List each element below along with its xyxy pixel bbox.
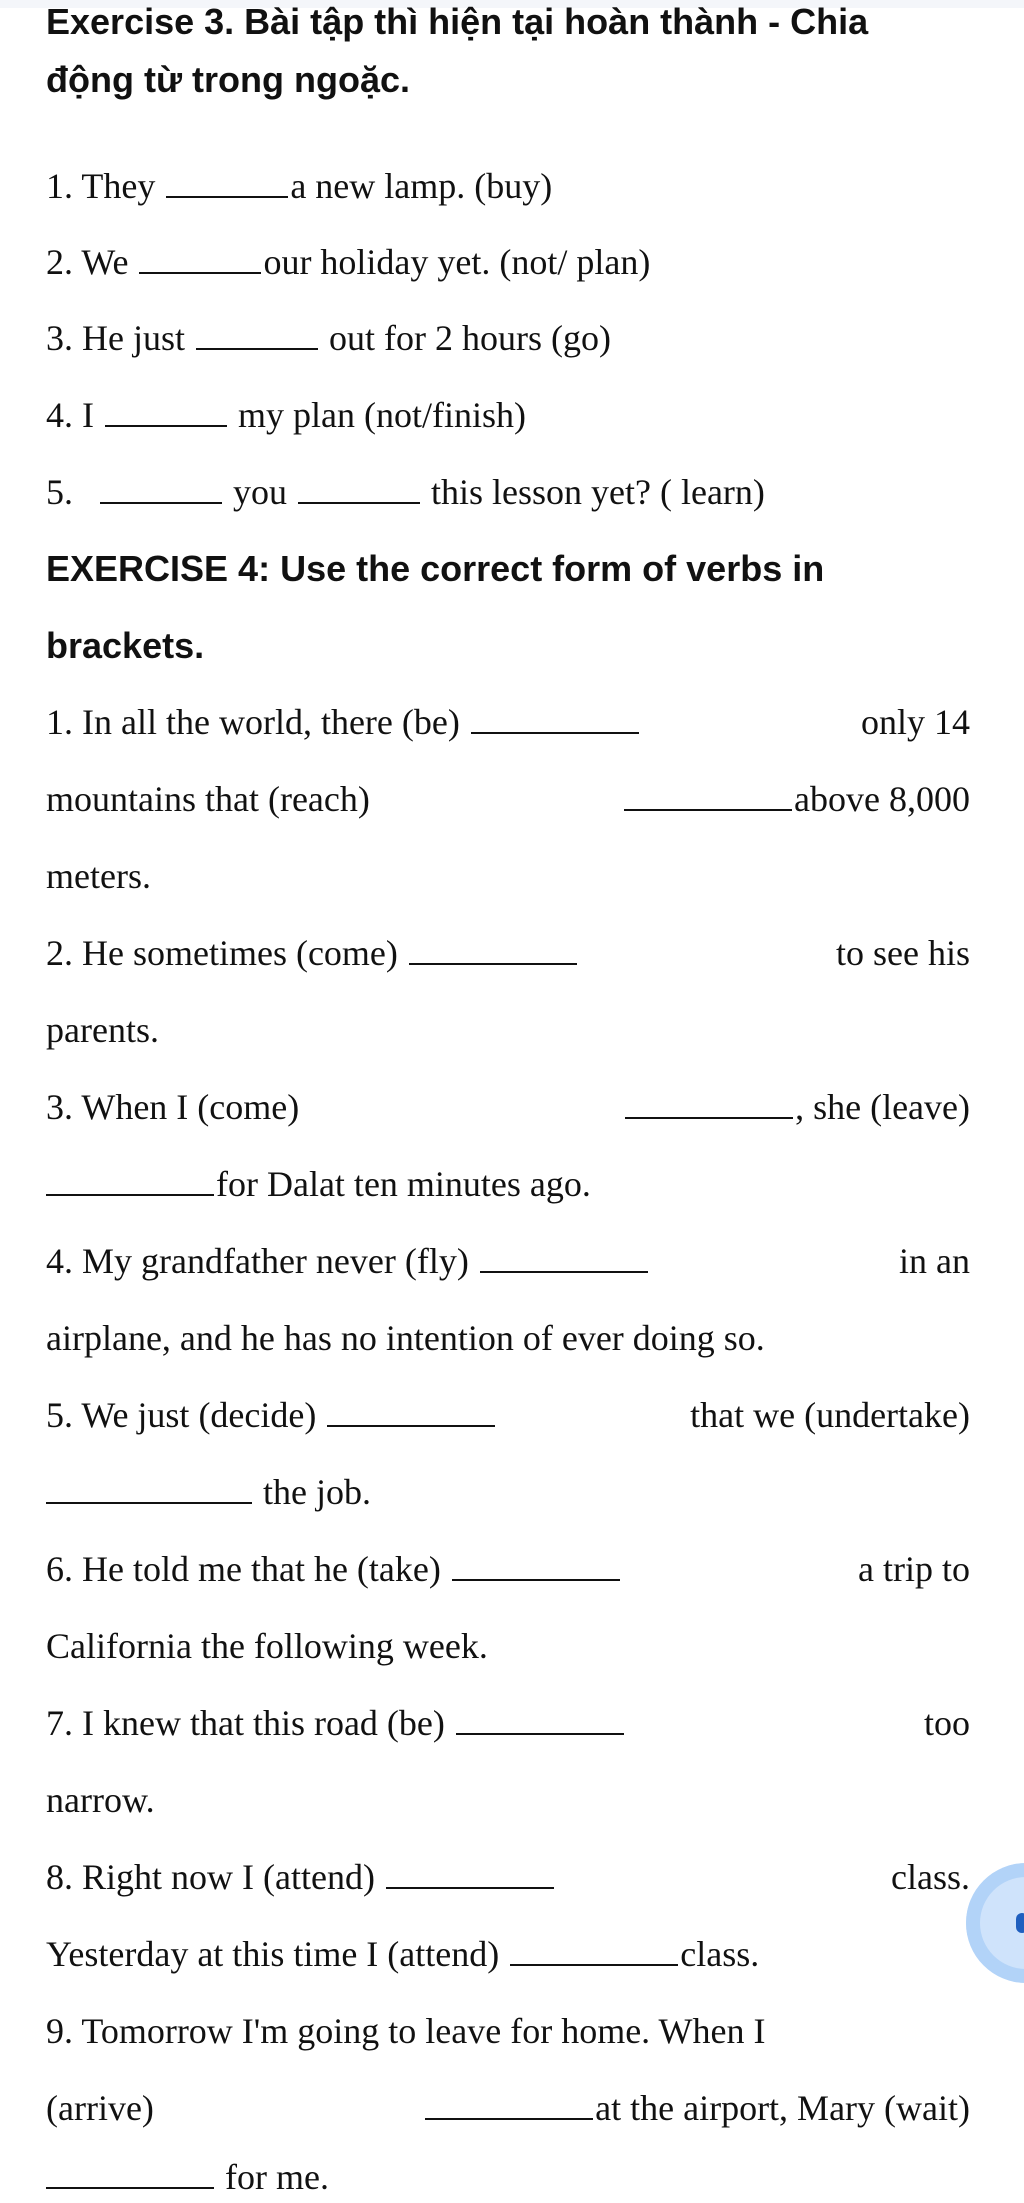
ex4-q4-line-2 [46, 1316, 970, 1360]
q-text: in an [899, 1241, 970, 1281]
answer-blank[interactable] [624, 779, 792, 811]
q-text: a new lamp. (buy) [290, 166, 553, 206]
exercise-4-title-line-2 [46, 624, 970, 668]
exercise-3-title-line-1 [46, 0, 970, 44]
answer-blank[interactable] [480, 1241, 648, 1273]
q-text: 2. He sometimes (come) [46, 933, 398, 973]
q-text: at the airport, Mary (wait) [595, 2088, 970, 2128]
ex3-question-4 [46, 393, 970, 437]
q-text: out for 2 hours (go) [329, 318, 611, 358]
q-text: too [923, 1703, 970, 1743]
ex4-q2-line-2 [46, 1008, 970, 1052]
q-text: Yesterday at this time I (attend) [46, 1934, 500, 1974]
answer-blank[interactable] [100, 472, 222, 504]
ex4-q5-line-1 [46, 1393, 970, 1437]
q-text: 5. We just (decide) [46, 1395, 317, 1435]
q-text: 1. In all the world, there (be) [46, 702, 460, 742]
q-text: above 8,000 [794, 779, 970, 819]
ex4-q8-line-1 [46, 1855, 970, 1899]
answer-blank[interactable] [46, 2157, 214, 2189]
assist-icon [1016, 1913, 1024, 1933]
ex3-question-3 [46, 316, 970, 360]
ex4-q4-line-1 [46, 1239, 970, 1283]
q-text: the job. [263, 1472, 371, 1512]
ex4-q5-line-2 [46, 1470, 970, 1514]
ex4-q1-line-1 [46, 700, 970, 744]
ex4-q3-line-2 [46, 1162, 970, 1206]
answer-blank[interactable] [196, 318, 318, 350]
answer-blank[interactable] [139, 242, 261, 274]
ex4-q6-line-2 [46, 1624, 970, 1668]
q-text: 7. I knew that this road (be) [46, 1703, 445, 1743]
q-text: California the following week. [46, 1626, 488, 1666]
q-text: meters. [46, 856, 151, 896]
q-text: 4. My grandfather never (fly) [46, 1241, 469, 1281]
exercise-3-title-line-2 [46, 58, 970, 102]
q-text: 3. He just [46, 318, 185, 358]
ex4-q9-line-1 [46, 2009, 970, 2053]
q-text: parents. [46, 1010, 159, 1050]
q-text: to see his [836, 933, 970, 973]
q-text: for Dalat ten minutes ago. [216, 1164, 591, 1204]
answer-blank[interactable] [625, 1087, 793, 1119]
q-text: narrow. [46, 1780, 155, 1820]
q-text: 9. Tomorrow I'm going to leave for home. When I [46, 2011, 766, 2051]
ex3-question-2 [46, 240, 970, 284]
answer-blank[interactable] [327, 1395, 495, 1427]
answer-blank[interactable] [298, 472, 420, 504]
exercise-4-title-line-1 [46, 547, 970, 591]
answer-blank[interactable] [510, 1934, 678, 1966]
ex3-question-1 [46, 164, 970, 208]
q-text: a trip to [858, 1549, 970, 1589]
ex4-q2-line-1 [46, 931, 970, 975]
q-text: , she (leave) [795, 1087, 970, 1127]
answer-blank[interactable] [166, 166, 288, 198]
q-text: 6. He told me that he (take) [46, 1549, 441, 1589]
q-text: 5. [46, 472, 73, 512]
answer-blank[interactable] [471, 702, 639, 734]
ex4-q1-line-2 [46, 777, 970, 821]
answer-blank[interactable] [105, 395, 227, 427]
ex4-q9-line-3 [46, 2155, 970, 2199]
answer-blank[interactable] [425, 2088, 593, 2120]
ex3-question-5 [46, 470, 970, 514]
answer-blank[interactable] [456, 1703, 624, 1735]
answer-blank[interactable] [46, 1164, 214, 1196]
exercise-3-title-text-2: động từ trong ngoặc. [46, 59, 411, 100]
q-text: class. [891, 1857, 970, 1897]
q-text: for me. [225, 2157, 329, 2197]
exercise-4-title-text-2: brackets. [46, 625, 205, 666]
answer-blank[interactable] [46, 1472, 252, 1504]
q-text: only 14 [860, 702, 970, 742]
ex4-q6-line-1 [46, 1547, 970, 1591]
q-text: 4. I [46, 395, 94, 435]
q-text: (arrive) [46, 2088, 154, 2128]
q-text: you [233, 472, 287, 512]
q-text: 8. Right now I (attend) [46, 1857, 375, 1897]
ex4-q7-line-1 [46, 1701, 970, 1745]
ex4-q7-line-2 [46, 1778, 970, 1822]
ex4-q9-line-2 [46, 2086, 970, 2130]
q-text: mountains that (reach) [46, 779, 370, 819]
q-text: 1. They [46, 166, 156, 206]
q-text: that we (undertake) [690, 1395, 970, 1435]
ex4-q8-line-2 [46, 1932, 970, 1976]
q-text: my plan (not/finish) [238, 395, 526, 435]
q-text: this lesson yet? ( learn) [431, 472, 765, 512]
q-text: class. [680, 1934, 760, 1974]
exercise-4-title-text: EXERCISE 4: Use the correct form of verbs in [46, 548, 825, 589]
answer-blank[interactable] [452, 1549, 620, 1581]
ex4-q3-line-1 [46, 1085, 970, 1129]
answer-blank[interactable] [409, 933, 577, 965]
exercise-3-title-text: Exercise 3. Bài tập thì hiện tại hoàn thành - Chia [46, 1, 869, 42]
ex4-q1-line-3 [46, 854, 970, 898]
q-text: our holiday yet. (not/ plan) [263, 242, 651, 282]
q-text: 3. When I (come) [46, 1087, 300, 1127]
q-text: 2. We [46, 242, 129, 282]
answer-blank[interactable] [386, 1857, 554, 1889]
q-text: airplane, and he has no intention of ever doing so. [46, 1318, 765, 1358]
